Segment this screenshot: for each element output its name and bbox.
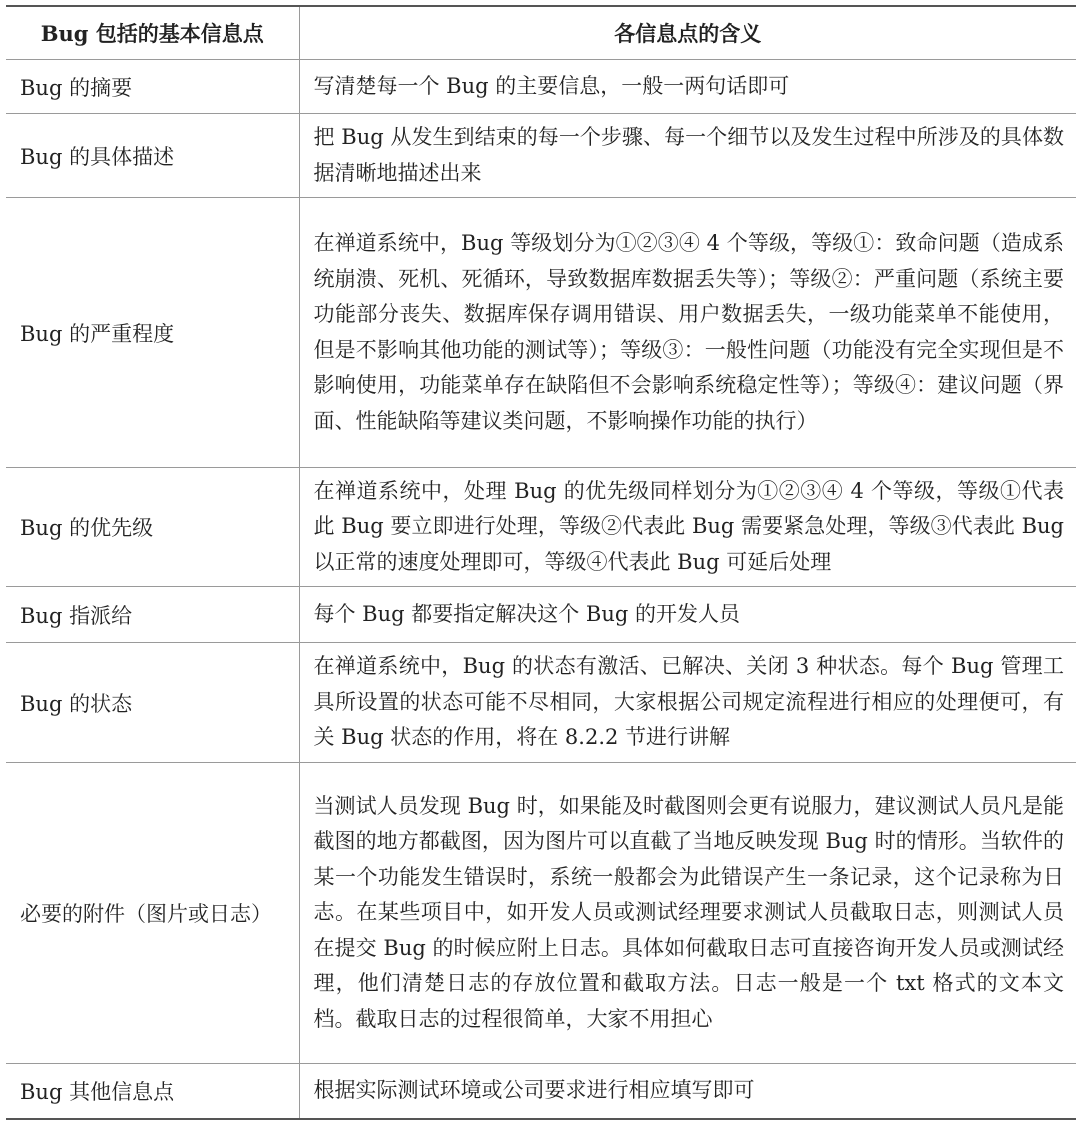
table-row [6,60,1076,114]
bug-info-table-container [6,5,1076,1120]
row-meaning: 在禅道系统中，Bug 的状态有激活、已解决、关闭 3 种状态。每个 Bug 管理工具所设置的状态可能不尽相同，大家根据公司规定流程进行相应的处理便可，有关 Bug 状态的作用，将在 8.2.2 节进行讲解 [299,643,1076,763]
header-row [6,6,1076,60]
row-meaning: 根据实际测试环境或公司要求进行相应填写即可 [299,1064,1076,1120]
row-meaning: 写清楚每一个 Bug 的主要信息，一般一两句话即可 [299,60,1076,114]
table-row [6,587,1076,643]
header-meaning: 各信息点的含义 [299,6,1076,60]
row-meaning: 把 Bug 从发生到结束的每一个步骤、每一个细节以及发生过程中所涉及的具体数据清晰地描述出来 [299,114,1076,198]
table-row [6,114,1076,198]
table-row [6,643,1076,763]
row-meaning: 每个 Bug 都要指定解决这个 Bug 的开发人员 [299,587,1076,643]
header-field: Bug 包括的基本信息点 [6,6,299,60]
row-field: 必要的附件（图片或日志） [6,763,299,1064]
row-field: Bug 的严重程度 [6,198,299,468]
table-row [6,468,1076,587]
row-meaning: 在禅道系统中，处理 Bug 的优先级同样划分为①②③④ 4 个等级，等级①代表此 Bug 要立即进行处理，等级②代表此 Bug 需要紧急处理，等级③代表此 Bug 以正常的速度处理即可，等级④代表此 Bug 可延后处理 [299,468,1076,587]
row-meaning: 在禅道系统中，Bug 等级划分为①②③④ 4 个等级，等级①：致命问题（造成系统崩溃、死机、死循环，导致数据库数据丢失等）；等级②：严重问题（系统主要功能部分丧失、数据库保存调用错误、用户数据丢失，一级功能菜单不能使用，但是不影响其他功能的测试等）；等级③：一般性问题（功能没有完全实现但是不影响使用，功能菜单存在缺陷但不会影响系统稳定性等）；等级④：建议问题（界面、性能缺陷等建议类问题，不影响操作功能的执行） [299,198,1076,468]
table-row [6,1064,1076,1120]
row-field: Bug 的状态 [6,643,299,763]
row-field: Bug 的优先级 [6,468,299,587]
row-field: Bug 指派给 [6,587,299,643]
table-row [6,198,1076,468]
row-field: Bug 其他信息点 [6,1064,299,1120]
row-field: Bug 的具体描述 [6,114,299,198]
row-meaning: 当测试人员发现 Bug 时，如果能及时截图则会更有说服力，建议测试人员凡是能截图的地方都截图，因为图片可以直截了当地反映发现 Bug 时的情形。当软件的某一个功能发生错误时，系统一般都会为此错误产生一条记录，这个记录称为日志。在某些项目中，如开发人员或测试经理要求测试人员截取日志，则测试人员在提交 Bug 的时候应附上日志。具体如何截取日志可直接咨询开发人员或测试经理，他们清楚日志的存放位置和截取方法。日志一般是一个 txt 格式的文本文档。截取日志的过程很简单，大家不用担心 [299,763,1076,1064]
bug-info-table [6,5,1076,1120]
table-row [6,763,1076,1064]
row-field: Bug 的摘要 [6,60,299,114]
